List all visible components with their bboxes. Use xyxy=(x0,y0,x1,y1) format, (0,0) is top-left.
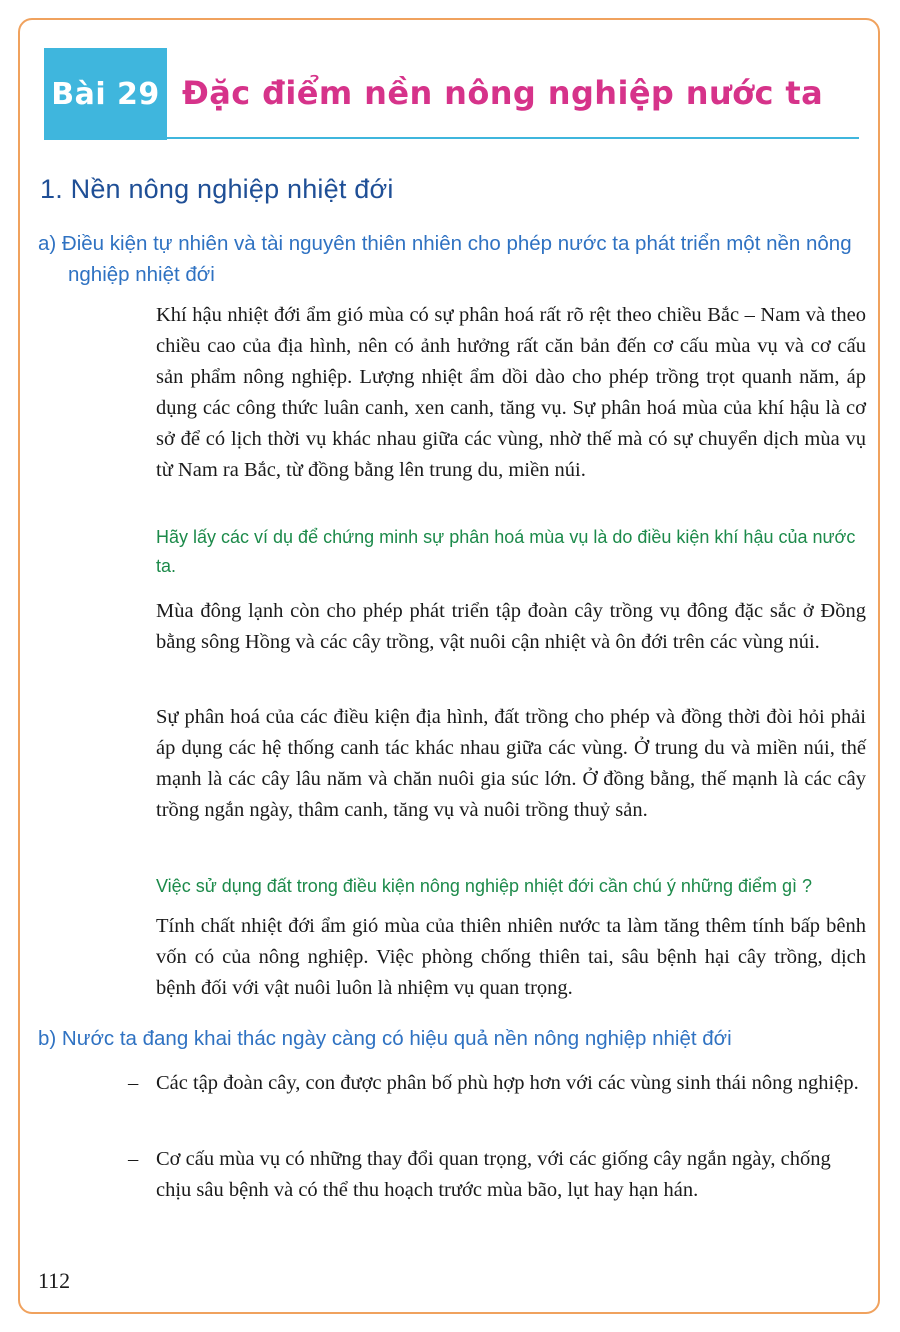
list-item-text: Cơ cấu mùa vụ có những thay đổi quan trọng, với các giống cây ngắn ngày, chống chịu sâu bệnh và có thể thu hoạch trước mùa bão, lụt hay hạn hán. xyxy=(156,1148,831,1201)
page-frame xyxy=(18,18,880,1314)
section-heading: 1. Nền nông nghiệp nhiệt đới xyxy=(40,174,394,204)
title-divider xyxy=(167,137,859,139)
lesson-title: Đặc điểm nền nông nghiệp nước ta xyxy=(182,74,824,112)
paragraph-winter: Mùa đông lạnh còn cho phép phát triển tập đoàn cây trồng vụ đông đặc sắc ở Đồng bằng sông Hồng và các cây trồng, vật nuôi cận nhiệt và ôn đới trên các vùng núi. xyxy=(156,600,866,653)
question-land-use: Việc sử dụng đất trong điều kiện nông nghiệp nhiệt đới cần chú ý những điểm gì ? xyxy=(156,876,813,896)
list-item xyxy=(128,1144,866,1206)
subsection-a-heading: a) Điều kiện tự nhiên và tài nguyên thiên nhiên cho phép nước ta phát triển một nền nông nghiệp nhiệt đới xyxy=(38,232,852,286)
list-item-text: Các tập đoàn cây, con được phân bố phù hợp hơn với các vùng sinh thái nông nghiệp. xyxy=(156,1072,859,1094)
lesson-number-badge xyxy=(44,48,167,140)
list-item xyxy=(128,1068,866,1099)
page-number: 112 xyxy=(38,1268,71,1293)
paragraph-terrain: Sự phân hoá của các điều kiện địa hình, đất trồng cho phép và đồng thời đòi hỏi phải áp dụng các hệ thống canh tác khác nhau giữa các vùng. Ở trung du và miền núi, thế mạnh là các cây lâu năm và chăn nuôi gia súc lớn. Ở đồng bằng, thế mạnh là các cây trồng ngắn ngày, thâm canh, tăng vụ và nuôi trồng thuỷ sản. xyxy=(156,706,866,821)
subsection-b-heading: b) Nước ta đang khai thác ngày càng có hiệu quả nền nông nghiệp nhiệt đới xyxy=(38,1027,732,1050)
paragraph-climate: Khí hậu nhiệt đới ẩm gió mùa có sự phân hoá rất rõ rệt theo chiều Bắc – Nam và theo chiều cao của địa hình, nên có ảnh hưởng rất căn bản đến cơ cấu mùa vụ và cơ cấu sản phẩm nông nghiệp. Lượng nhiệt ẩm dồi dào cho phép trồng trọt quanh năm, áp dụng các công thức luân canh, xen canh, tăng vụ. Sự phân hoá mùa của khí hậu là cơ sở để có lịch thời vụ khác nhau giữa các vùng, nhờ thế mà có sự chuyển dịch mùa vụ từ Nam ra Bắc, từ đồng bằng lên trung du, miền núi. xyxy=(156,304,866,481)
bullet-dash: – xyxy=(128,1148,139,1170)
bullet-dash: – xyxy=(128,1072,139,1094)
paragraph-instability: Tính chất nhiệt đới ẩm gió mùa của thiên nhiên nước ta làm tăng thêm tính bấp bênh vốn có của nông nghiệp. Việc phòng chống thiên tai, sâu bệnh hại cây trồng, dịch bệnh đối với vật nuôi luôn là nhiệm vụ quan trọng. xyxy=(156,915,866,999)
lesson-number: Bài 29 xyxy=(51,76,160,112)
question-seasonal-differentiation: Hãy lấy các ví dụ để chứng minh sự phân hoá mùa vụ là do điều kiện khí hậu của nước ta. xyxy=(156,527,856,576)
